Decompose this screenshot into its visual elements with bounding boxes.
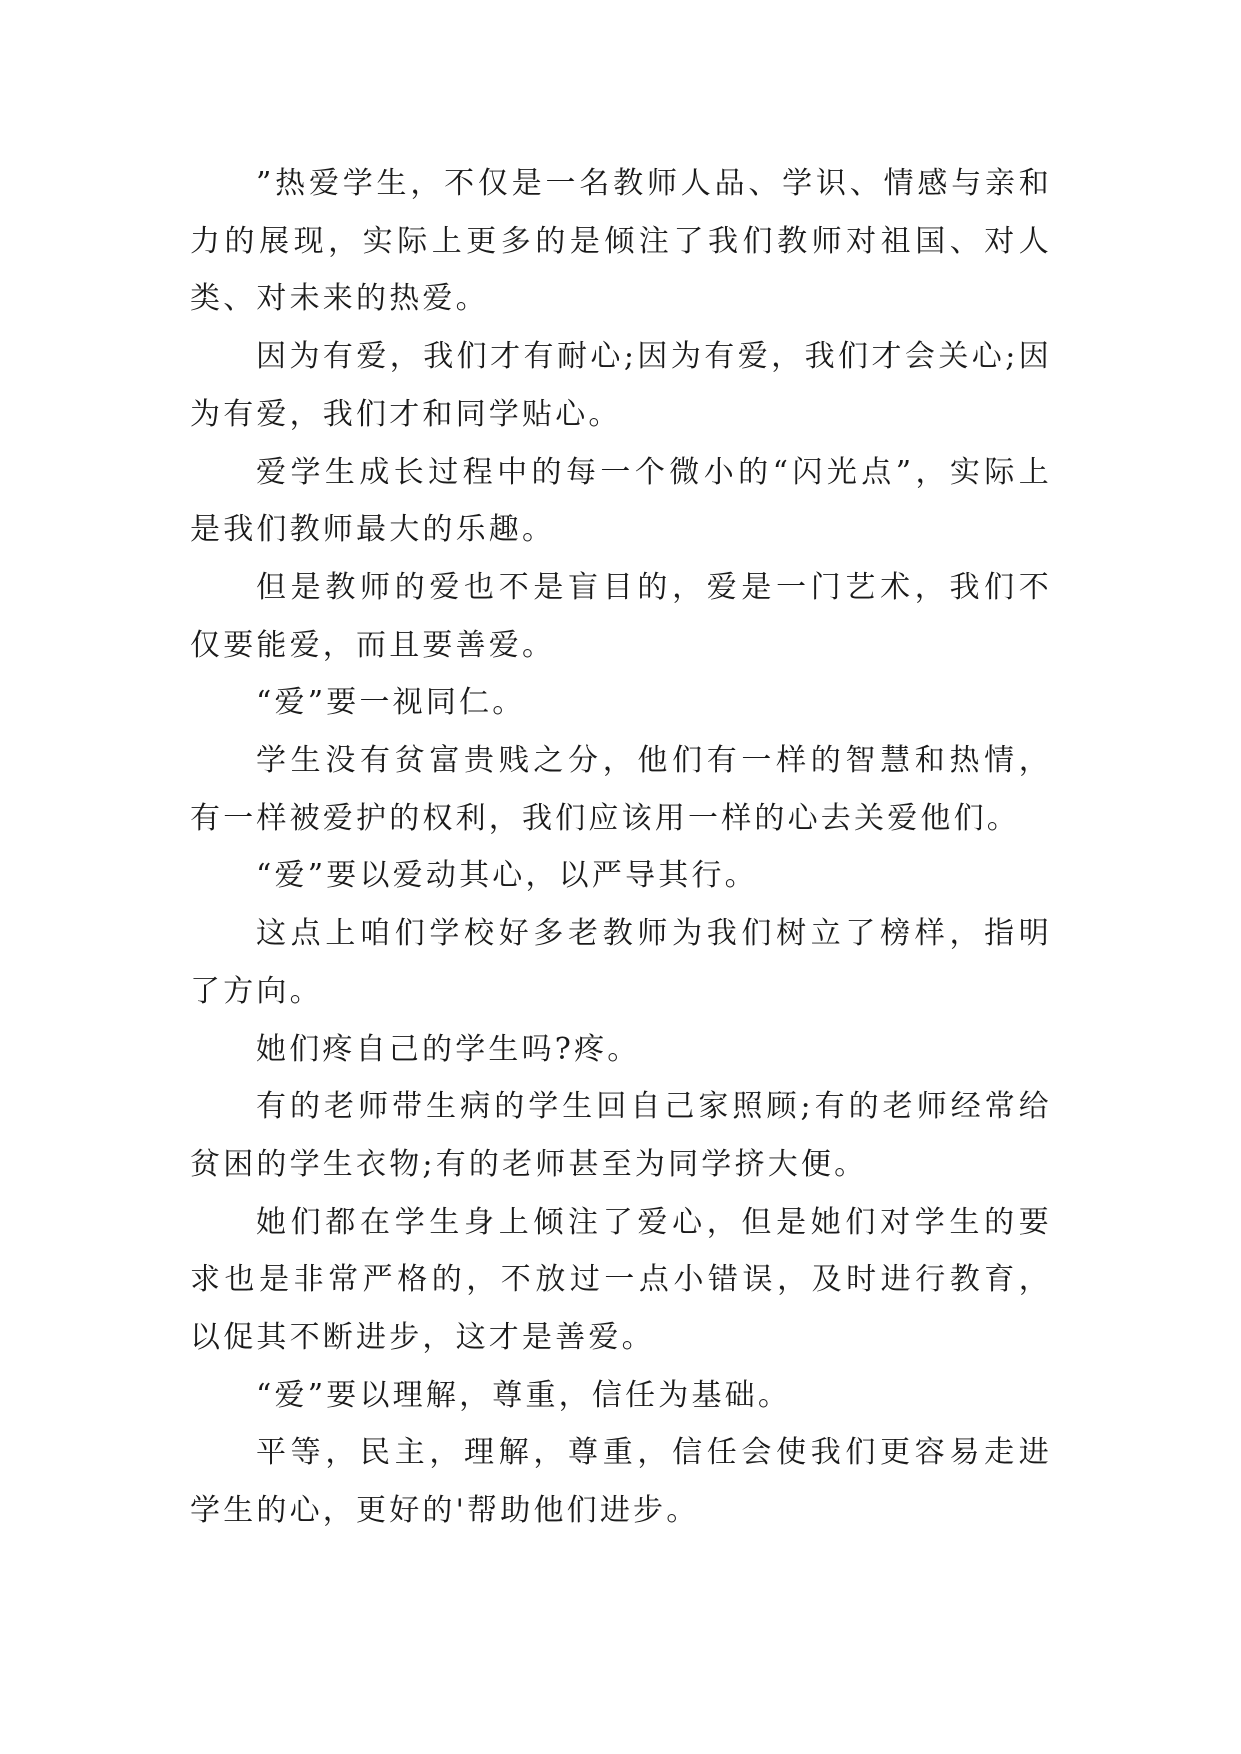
paragraph: 她们都在学生身上倾注了爱心，但是她们对学生的要求也是非常严格的，不放过一点小错误，及时进行教育，以促其不断进步，这才是善爱。 (190, 1204, 1052, 1356)
paragraph: ”热爱学生，不仅是一名教师人品、学识、情感与亲和力的展现，实际上更多的是倾注了我们教师对祖国、对人类、对未来的热爱。 (190, 166, 1052, 317)
paragraph: 学生没有贫富贵贱之分，他们有一样的智慧和热情，有一样被爱护的权利，我们应该用一样的心去关爱他们。 (190, 743, 1052, 836)
paragraph: 因为有爱，我们才有耐心;因为有爱，我们才会关心;因为有爱，我们才和同学贴心。 (190, 339, 1052, 432)
paragraph: 这点上咱们学校好多老教师为我们树立了榜样，指明了方向。 (190, 916, 1052, 1009)
paragraph: 爱学生成长过程中的每一个微小的“闪光点”，实际上是我们教师最大的乐趣。 (190, 454, 1052, 548)
paragraph: “爱”要一视同仁。 (256, 685, 526, 721)
paragraph: 但是教师的爱也不是盲目的，爱是一门艺术，我们不仅要能爱，而且要善爱。 (190, 569, 1052, 663)
paragraph: 她们疼自己的学生吗?疼。 (256, 1031, 641, 1067)
paragraph: “爱”要以理解，尊重，信任为基础。 (256, 1377, 792, 1413)
document-body (190, 155, 1052, 1540)
paragraph: 有的老师带生病的学生回自己家照顾;有的老师经常给贫困的学生衣物;有的老师甚至为同学挤大便。 (190, 1089, 1052, 1182)
paragraph: 平等，民主，理解，尊重，信任会使我们更容易走进学生的心，更好的'帮助他们进步。 (190, 1435, 1052, 1529)
paragraph: “爱”要以爱动其心，以严导其行。 (256, 858, 758, 894)
